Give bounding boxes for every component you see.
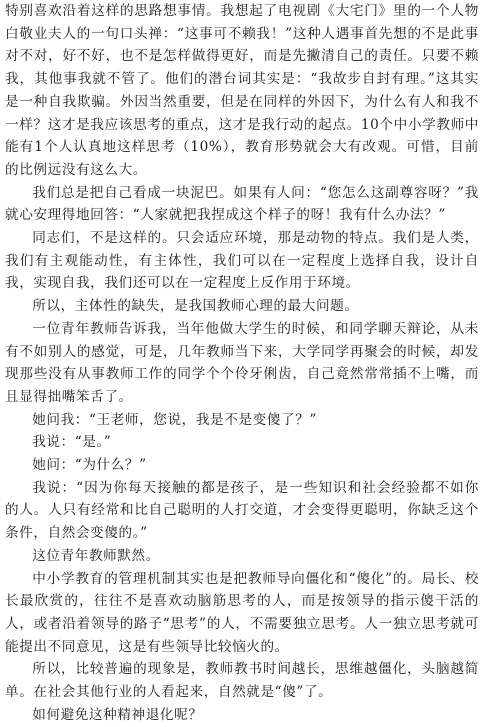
paragraph-dialogue-question: 她问我：“王老师，您说，我是不是变傻了？” — [32, 411, 317, 428]
paragraph-silent: 这位青年教师默然。 — [32, 547, 160, 564]
paragraph-clay: 我们总是把自己看成一块泥巴。如果有人问：“您怎么这副尊容呀？”我就心安理得地回答：“人家就把我捏成这个样子的呀！我有什么办法？” — [5, 184, 479, 224]
paragraph-dialogue-why: 她问：“为什么？” — [32, 457, 147, 474]
paragraph-subjectivity: 所以，主体性的缺失，是我国教师心理的最大问题。 — [32, 298, 359, 315]
paragraph-management: 中小学教育的管理机制其实也是把教师导向僵化和“傻化”的。局长、校长最欣赏的，往往不是喜欢动脑筋思考的人，而是按领导的指示傻干活的人，或者沿着领导的路子“思考”的人，不需要独立思考。人一独立思考就可能提出不同意见，这是有些领导比较恼火的。 — [5, 570, 479, 655]
paragraph-dialogue-yes: 我说：“是。” — [32, 434, 112, 451]
paragraph-question: 如何避免这种精神退化呢？ — [32, 706, 203, 723]
paragraph-comrades: 同志们，不是这样的。只会适应环境，那是动物的特点。我们是人类，我们有主观能动性，有主体性，我们可以在一定程度上选择自我，设计自我，实现自我，我们还可以在一定程度上反作用于环境。 — [5, 230, 479, 292]
document-page — [5, 0, 479, 723]
paragraph-continuation: 特别喜欢沿着这样的思路想事情。我想起了电视剧《大宅门》里的一个人物白敬业夫人的一句口头禅：“这事可不赖我！”这种人遇事首先想的不是此事对不对，好不好，也不是怎样做得更好，而是先撇清自己的责任。只要不赖我，其他事我就不管了。他们的潜台词其实是：“我故步自封有理。”这其实是一种自我欺骗。外因当然重要，但是在同样的外因下，为什么有人和我不一样？这才是我应该思考的重点，这才是我行动的起点。10个中小学教师中能有1个人认真地这样思考（10%），教育形势就会大有改观。可惜，目前的比例远没有这么大。 — [5, 3, 479, 178]
paragraph-dialogue-answer: 我说：“因为你每天接触的都是孩子，是一些知识和社会经验都不如你的人。人只有经常和比自己聪明的人打交道，才会变得更聪明，你缺乏这个条件，自然会变傻的。” — [5, 479, 479, 542]
paragraph-phenomenon: 所以，比较普遍的现象是，教师教书时间越长，思维越僵化，头脑越简单。在社会其他行业的人看起来，自然就是“傻”了。 — [5, 661, 479, 701]
paragraph-young-teacher: 一位青年教师告诉我，当年他做大学生的时候，和同学聊天辩论，从未有不如别人的感觉，可是，几年教师当下来，大学同学再聚会的时候，却发现那些没有从事教师工作的同学个个伶牙俐齿，自己竟然常常插不上嘴，而且显得拙嘴笨舌了。 — [5, 320, 479, 405]
